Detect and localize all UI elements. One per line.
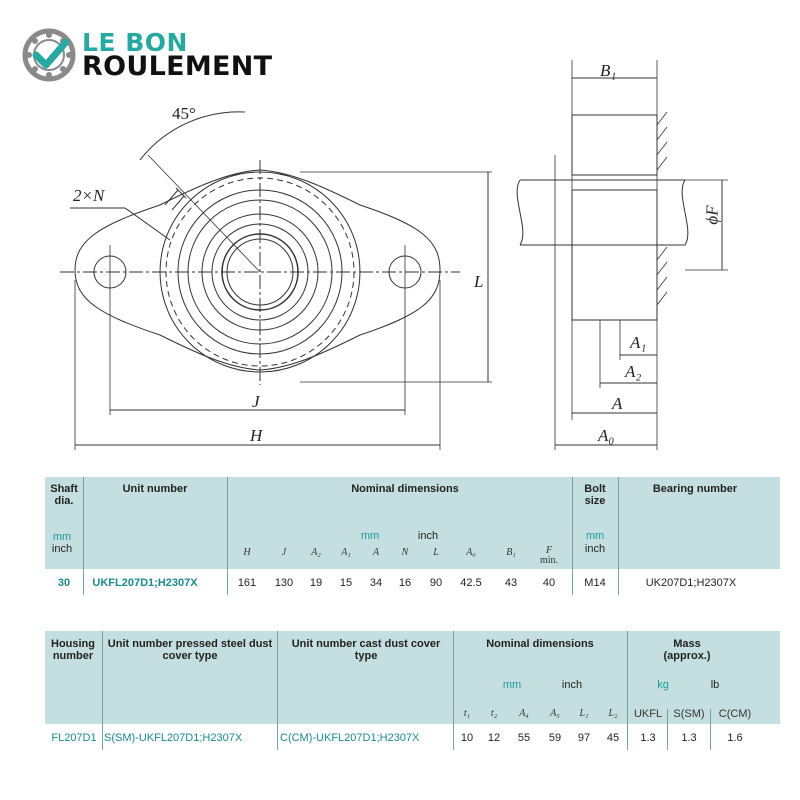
sub-H: H: [243, 547, 251, 558]
sub-CCM: C(CM): [718, 708, 752, 720]
row1-F: 40: [542, 577, 556, 589]
row1-bolt: M14: [584, 577, 606, 589]
housing-header: Housing number: [51, 638, 95, 662]
row1-J: 130: [274, 577, 294, 589]
nominal2-header: Nominal dimensions: [486, 638, 594, 650]
dim-a-label: A: [612, 394, 623, 413]
row1-A: 34: [369, 577, 383, 589]
holes-label: 2×N: [73, 186, 105, 205]
unit-pressed-header: Unit number pressed steel dust cover type: [107, 638, 273, 662]
sub-t2: t₂: [490, 708, 498, 719]
sub-A5: A₅: [550, 708, 560, 719]
row1-N: 16: [398, 577, 412, 589]
nominal-inch: inch: [417, 530, 439, 542]
row1-A1: 15: [339, 577, 353, 589]
dim-a0-label: A₀: [598, 426, 615, 445]
unit-cast-header: Unit number cast dust cover type: [291, 638, 441, 662]
sub-UKFL: UKFL: [633, 708, 663, 720]
sub-A: A: [372, 547, 380, 558]
row1-unit: UKFL207D1;H2307X: [92, 577, 198, 589]
mass-header: Mass (approx.): [663, 638, 711, 662]
row1-A0: 42.5: [460, 577, 482, 589]
nominal-mm: mm: [360, 530, 380, 542]
dim-j-label: J: [252, 392, 260, 411]
angle-label: 45°: [172, 104, 196, 123]
shaft-inch: inch: [51, 543, 73, 555]
shaft-header: Shaft dia.: [50, 483, 78, 507]
row1-B1: 43: [504, 577, 518, 589]
mass-kg: kg: [657, 679, 669, 691]
row2-A4: 55: [517, 732, 531, 744]
bolt-header: Bolt size: [584, 483, 606, 507]
row2-mass-ukfl: 1.3: [640, 732, 656, 744]
shaft-mm: mm: [52, 531, 72, 543]
sub-SSM: S(SM): [673, 708, 705, 720]
logo-line1: LE BON: [82, 28, 188, 57]
sub-A2: A₂: [311, 547, 321, 558]
row2-unit-cast: C(CM)-UKFL207D1;H2307X: [280, 732, 420, 744]
row2-L2: 45: [606, 732, 620, 744]
dim-h-label: H: [250, 426, 263, 445]
row1-L: 90: [429, 577, 443, 589]
sub-F: F: [545, 545, 553, 556]
sub-J: J: [281, 547, 287, 558]
sub-N: N: [401, 547, 409, 558]
spec-table-1: [45, 477, 780, 595]
bolt-inch: inch: [584, 543, 606, 555]
row1-H: 161: [237, 577, 257, 589]
nominal2-mm: mm: [502, 679, 522, 691]
row2-mass-ssm: 1.3: [681, 732, 697, 744]
dim-a2-label: A₂: [625, 362, 642, 381]
sub-A0: A₀: [466, 547, 476, 558]
row2-housing: FL207D1: [51, 732, 97, 744]
sub-t1: t₁: [463, 708, 471, 719]
row1-A2: 19: [309, 577, 323, 589]
sub-min: min.: [539, 555, 559, 566]
row2-t1: 10: [460, 732, 474, 744]
sub-L1: L₁: [579, 708, 589, 719]
row2-t2: 12: [487, 732, 501, 744]
mass-lb: lb: [710, 679, 720, 691]
unit-header: Unit number: [122, 483, 188, 495]
row1-bearing: UK207D1;H2307X: [645, 577, 737, 589]
row1-shaft: 30: [57, 577, 71, 589]
dim-f-label: ϕF: [702, 205, 722, 225]
sub-A4: A₄: [519, 708, 529, 719]
row2-L1: 97: [577, 732, 591, 744]
row2-A5: 59: [548, 732, 562, 744]
spec-table-2: [45, 631, 780, 750]
nominal2-inch: inch: [561, 679, 583, 691]
sub-L2: L₂: [608, 708, 618, 719]
sub-B1: B₁: [506, 547, 516, 558]
sub-A1: A₁: [341, 547, 351, 558]
sub-L: L: [433, 547, 439, 558]
row2-unit-pressed: S(SM)-UKFL207D1;H2307X: [104, 732, 243, 744]
bearing-header: Bearing number: [652, 483, 738, 495]
bolt-mm: mm: [585, 530, 605, 542]
dim-a1-label: A₁: [630, 333, 647, 352]
logo-line2: ROULEMENT: [82, 51, 273, 82]
dim-l-label: L: [474, 272, 484, 291]
nominal-header: Nominal dimensions: [351, 483, 459, 495]
dim-b1-label: B₁: [600, 61, 617, 80]
row2-mass-ccm: 1.6: [727, 732, 743, 744]
